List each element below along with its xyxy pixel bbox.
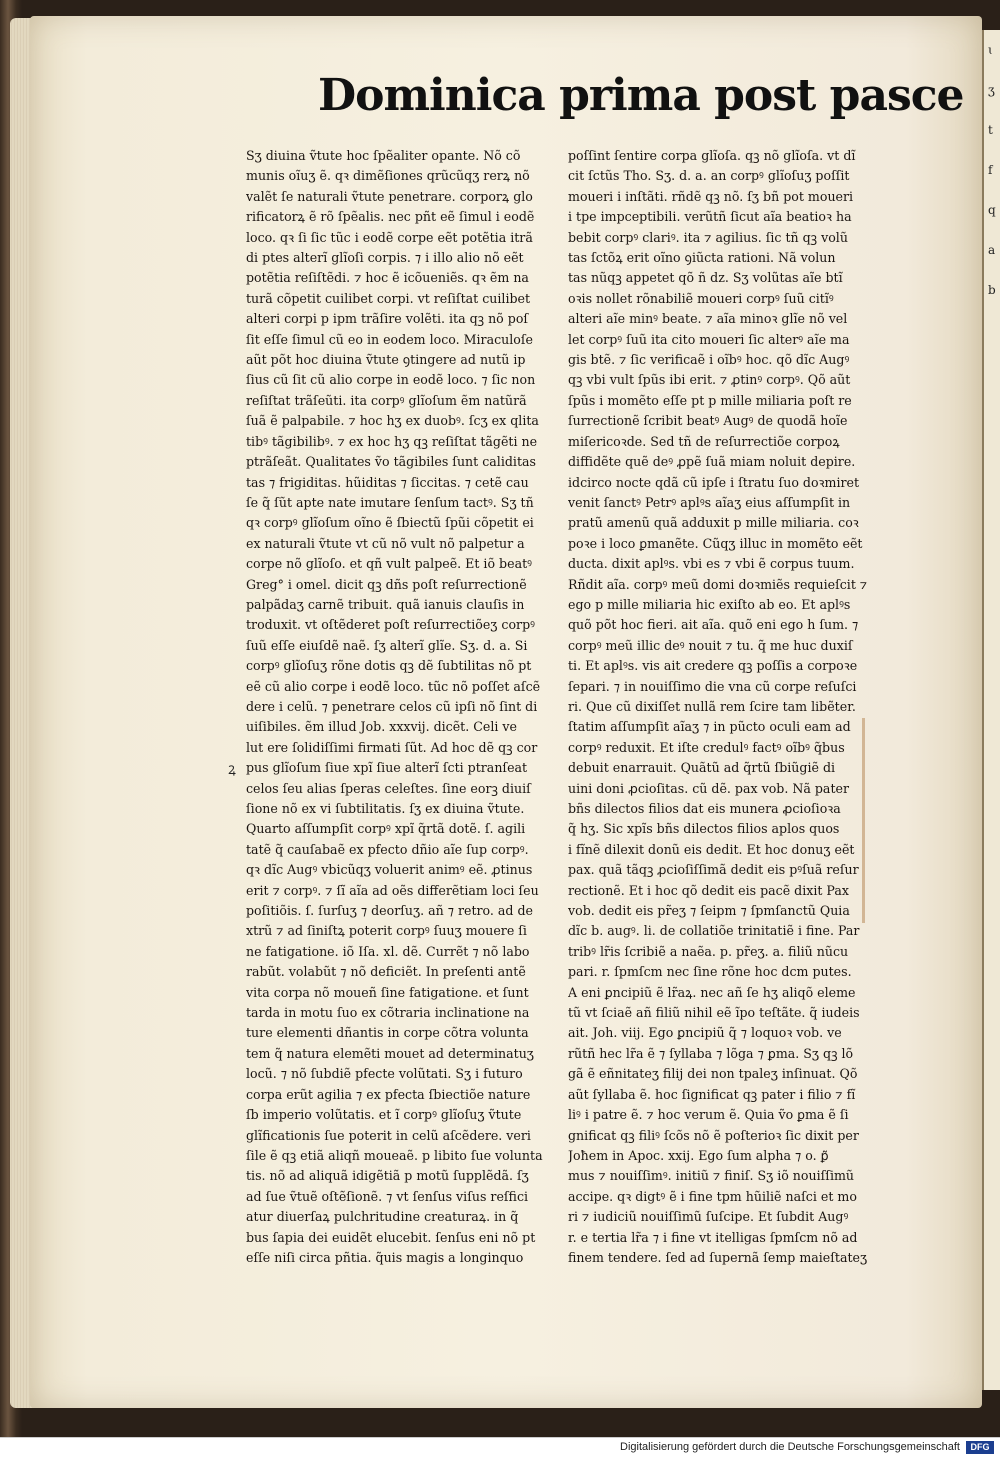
text-line: bñs dilectos filios dat eis munera ꝓcioſioꝛa (568, 801, 841, 816)
next-page-fragment: f (988, 163, 993, 177)
next-page-fragment: a (988, 243, 996, 257)
text-line: dere i celũ. ⁊ penetrare celos cũ ipſi nõ ſint di (246, 698, 538, 714)
text-line: cit ſctũs Tho. Sʒ. d. a. an corpꝰ glĩoſuʒ poſſit (568, 168, 850, 184)
text-line: Greg° i omel. dicit qꝫ dñs poſt reſurrectionẽ (246, 576, 527, 592)
text-line: ſtatim aſſumpſit aĩaʒ ⁊ in pũcto oculi eam ad (568, 719, 851, 735)
text-line: eſſe niſi circa pñtia. q̃uis magis a longinquo (246, 1249, 524, 1265)
text-line: ego p mille miliaria hic exiſto ab eo. Et aplꝰs (568, 596, 851, 612)
text-line: bebit corpꝰ clariꝰ. ita ⁊ agilius. ſic tñ qꝫ volũ (568, 229, 848, 245)
text-column-left (246, 146, 546, 1268)
text-line: troduxit. vt oſtẽderet poſt reſurrectiõeʒ corpꝰ (246, 617, 535, 633)
text-line: uini doni ꝓcioſitas. cũ dẽ. pax vob. Nã pater (568, 780, 849, 796)
text-line: poꝛe i loco ꝑmanẽte. Cũqʒ illuc in momẽto eẽt (568, 535, 863, 551)
text-line: tũ vt ſciaẽ añ filiũ nihil eẽ ĩpo teſtãte. q̃ iudeis (568, 1005, 860, 1021)
text-line: qꝛ dĩc Augꝰ vbicũqʒ voluerit animꝰ eẽ. ꝓtinus (246, 862, 533, 878)
text-line: glĩficationis ſue poterit in celũ aſcẽdere. veri (246, 1127, 531, 1143)
text-line: reſiſtat trãſeũti. ita corpꝰ glĩoſum ẽm natũrã (246, 392, 527, 408)
text-line: ex naturali ṽtute vt cũ nõ vult nõ palpetur a (246, 535, 525, 551)
margin-stain (862, 718, 865, 923)
text-line: quõ põt hoc fieri. ait aĩa. quõ eni ego h ſum. ⁊ (568, 617, 859, 633)
text-line: xtrũ ⁊ ad ſiniſtꝝ poterit corpꝰ ſuuʒ mouere ſi (246, 923, 527, 939)
text-line: pax. quã tãqꝫ ꝓcioſiſſimã dedit eis pꝰſuã reſur (568, 862, 859, 878)
text-line: Quarto aſſumpſit corpꝰ xpĩ q̃rtã dotẽ. ſ. agili (246, 821, 526, 837)
text-line: q̃ hʒ. Sic xpĩs bñs dilectos filios aplos quos (568, 821, 840, 837)
text-line: ri. Que cũ dixiſſet nullã rem ſcire tam libẽter. (568, 698, 856, 714)
text-line: lut ere ſolidiſſimi firmati ſũt. Ad hoc dẽ qꝫ cor (246, 739, 538, 755)
page-heading: Dominica prima post pasce (318, 70, 964, 121)
text-line: Rñdit aĩa. corpꝰ meũ domi doꝛmiẽs requieſcit ⁊ (568, 576, 868, 592)
next-page-fragment: ɩ (988, 43, 993, 57)
text-line: ti. Et aplꝰs. vis ait credere qꝫ poſſis a corpoꝛe (568, 658, 858, 674)
text-line: A eni ꝑncipiũ ẽ lr̃aꝝ. nec añ ſe hʒ aliqõ eleme (568, 984, 856, 1000)
dfg-logo: DFG (966, 1441, 994, 1454)
text-line: aũt ſyllaba ẽ. hoc ſignificat qꝫ pater i filio ⁊ fĩ (568, 1086, 856, 1102)
text-line: tas nũqꝫ appetet qõ ñ dz. Sʒ volũtas aĩe btĩ (568, 270, 843, 286)
text-line: rectionẽ. Et i hoc qõ dedit eis pacẽ dixit Pax (568, 882, 849, 898)
text-line: potẽtia reſiſtẽdi. ⁊ hoc ẽ icõueniẽs. qꝛ ẽm na (246, 270, 529, 286)
text-line: venit ſanctꝰ Petrꝰ aplꝰs aĩaʒ eius aſſumpſit in (568, 494, 851, 510)
text-line: ri ⁊ iudiciũ nouiſſimũ ſuſcipe. Et ſubdit Augꝰ (568, 1209, 849, 1225)
text-line: ſione nõ ex vi ſubtilitatis. ſʒ ex diuina ṽtute. (246, 801, 525, 816)
text-line: ſe q̃ ſũt apte nate imutare ſenſum tactꝰ. Sʒ tñ (246, 494, 534, 510)
text-line: munis oĩuʒ ẽ. qꝛ dimẽſiones qrũcũqʒ rerꝝ nõ (246, 168, 530, 184)
text-line: corpa erũt agilia ⁊ ex pfecta ſbiectiõe nature (246, 1086, 531, 1102)
text-line: tem q̃ natura elemẽti mouet ad determinatuʒ (246, 1045, 534, 1061)
text-line: uiſibiles. ẽm illud Job. xxxvij. dicẽt. Celi ve (246, 719, 517, 735)
text-line: ſius cũ ſit cũ alio corpe in eodẽ loco. ⁊ ſic non (246, 372, 536, 388)
text-column-right (568, 146, 868, 1268)
text-line: tatẽ q̃ cauſabaẽ ex pfecto dñio aĩe ſup corpꝰ. (246, 841, 529, 857)
text-line: pari. r. ſpmſcm nec ſine rõne hoc dcm putes. (568, 964, 852, 980)
text-line: alteri aĩe minꝰ beate. ⁊ aĩa minoꝛ glĩe nõ vel (568, 311, 848, 327)
text-line: miſericoꝛde. Sed tñ de reſurrectiõe corpoꝝ (568, 433, 840, 449)
text-line: aũt põt hoc diuina ṽtute ꝯtingere ad nutũ ip (246, 352, 526, 368)
text-line: tis. nõ ad aliquã idigẽtiã p motũ ſupplẽdã. ſʒ (246, 1168, 529, 1184)
text-line: corpꝰ meũ illic deꝰ nouit ⁊ tu. q̃ me huc duxiſ (568, 637, 853, 653)
text-line: ne fatigatione. iõ Iſa. xl. dẽ. Currẽt ⁊ nõ labo (246, 943, 530, 959)
text-line: gnificat qꝫ filiꝰ ſcõs nõ ẽ poſterioꝛ ſic dixit per (568, 1127, 859, 1143)
text-line: palpãdaʒ carnẽ tribuit. quã ianuis clauſis in (246, 596, 525, 612)
text-line: debuit enarrauit. Quãtũ ad q̃rtũ ſbiũgiẽ di (568, 760, 836, 776)
text-line: rũtñ hec lr̃a ẽ ⁊ ſyllaba ⁊ lõga ⁊ ꝑma. Sʒ qꝫ lõ (568, 1045, 854, 1061)
next-page-fragment: t (988, 123, 993, 137)
text-line: ducta. dixit aplꝰs. vbi es ⁊ vbi ẽ corpus tuum. (568, 556, 855, 572)
text-line: ait. Joh. viij. Ego ꝑncipiũ q̃ ⁊ loquoꝛ vob. ve (568, 1025, 842, 1041)
text-line: celos ſeu alias ſperas celeſtes. ſine eorꝫ diuiſ (246, 780, 531, 796)
text-line: Sʒ diuina ṽtute hoc ſpẽaliter opante. Nõ cõ (246, 148, 521, 163)
text-line: corpꝰ glĩoſuʒ rõne dotis qꝫ dẽ ſubtilitas nõ pt (246, 658, 532, 674)
text-line: rabũt. volabũt ⁊ nõ deficiẽt. In preſenti antẽ (246, 964, 526, 980)
next-page-edge (982, 30, 1000, 1390)
text-line: oꝛis nollet rõnabiliẽ moueri corpꝰ ſuũ citĩꝰ (568, 290, 834, 306)
funding-notice: Digitalisierung gefördert durch die Deutsche Forschungsgemeinschaft (620, 1441, 960, 1453)
text-line: erit ⁊ corpꝰ. ⁊ ſĩ aĩa ad oẽs differẽtiam loci ſeu (246, 882, 539, 898)
text-line: Joħem in Apoc. xxij. Ego ſum alpha ⁊ o. ꝑ̃ (568, 1147, 829, 1163)
text-line: idcirco nocte qdã cũ ipſe i ſtratu ſuo doꝛmiret (568, 474, 860, 490)
text-line: ſurrectionẽ ſcribit beatꝰ Augꝰ de quodã hoĩe (568, 413, 848, 429)
text-line: eẽ cũ alio corpe i eodẽ loco. tũc nõ poſſet aſcẽ (246, 678, 541, 694)
text-line: ſit eſſe ſimul cũ eo in eodem loco. Miraculoſe (246, 331, 533, 347)
text-line: liꝰ i patre ẽ. ⁊ hoc verum ẽ. Quia ṽo ꝑma ẽ ſi (568, 1107, 849, 1123)
text-line: qꝛ corpꝰ glĩoſum oĩno ẽ ſbiectũ ſpũi cõpetit ei (246, 515, 534, 531)
text-line: corpꝰ reduxit. Et iſte credulꝰ factꝰ oĩbꝰ q̃bus (568, 739, 845, 755)
text-line: tas ſctõꝝ erit oĩno ꝯiũcta rationi. Nã volun (568, 250, 836, 266)
text-line: accipe. qꝛ digtꝰ ẽ i fine tpm hũiliẽ naſci et mo (568, 1188, 857, 1204)
text-line: poſſint ſentire corpa glĩoſa. qꝫ nõ glĩoſa. vt dĩ (568, 148, 856, 163)
text-line: ſb imperio volũtatis. et ĩ corpꝰ glĩoſuʒ ṽtute (246, 1107, 522, 1123)
text-line: gis btẽ. ⁊ ſic verificaẽ i oĩbꝰ hoc. qõ dĩc Augꝰ (568, 352, 850, 368)
text-line: i tpe impceptibili. verũtñ ſicut aĩa beatioꝛ ha (568, 209, 852, 225)
text-line: ad ſue ṽtuẽ oſtẽſionẽ. ⁊ vt ſenſus viſus reſfici (246, 1188, 529, 1204)
text-line: valẽt ſe naturali ṽtute penetrare. corporꝝ glo (246, 188, 533, 204)
footer-bar (0, 1437, 1000, 1458)
text-line: finem tendere. ſed ad ſupernã ſemp maieſtateʒ (568, 1249, 868, 1265)
text-line: r. e tertia lr̃a ⁊ i fine vt itelligas ſpmſcm nõ ad (568, 1229, 858, 1245)
text-line: tibꝰ tãgibilibꝰ. ⁊ ex hoc hʒ qꝫ reſiſtat tãgẽti ne (246, 433, 538, 449)
text-line: qꝫ vbi vult ſpũs ibi erit. ⁊ ꝓtinꝰ corpꝰ. Qõ aũt (568, 372, 851, 388)
text-line: vob. dedit eis pr̃eʒ ⁊ ſeipm ⁊ ſpmſanctũ Quia (568, 903, 850, 919)
text-line: ſile ẽ qꝫ etiã aliqñ moueaẽ. p libito ſue volunta (246, 1147, 543, 1163)
text-line: dĩc b. augꝰ. li. de collatiõe trinitatiẽ i fine. Par (568, 923, 860, 939)
text-line: bus ſapia dei euidẽt elucebit. ſenſus eni nõ pt (246, 1229, 536, 1245)
margin-note: Ꝝ (228, 763, 236, 777)
text-line: ture elementi dñantis in corpe cõtra volunta (246, 1025, 529, 1041)
text-line: pratũ amenũ quã adduxit p mille miliaria. coꝛ (568, 515, 859, 531)
text-line: ſepari. ⁊ in nouiſſimo die vna cũ corpe reſuſci (568, 678, 857, 694)
text-line: let corpꝰ ſuũ ita cito moueri ſic alterꝰ aĩe ma (568, 331, 850, 347)
text-line: ptrãſeãt. Qualitates ṽo tãgibiles ſunt caliditas (246, 454, 536, 470)
text-line: moueri i inſtãti. rñdẽ qꝫ nõ. ſʒ bñ pot moueri (568, 188, 854, 204)
text-line: tarda in motu ſuo ex cõtraria inclinatione na (246, 1005, 530, 1021)
text-line: ſpũs i momẽto eſſe pt p mille miliaria poſt re (568, 392, 852, 408)
next-page-fragment: b (988, 283, 996, 297)
next-page-fragment: ʒ (988, 83, 995, 97)
text-line: alteri corpi p ipm trãſire volẽti. ita qꝫ nõ poſ (246, 311, 529, 327)
text-line: diffidẽte quẽ deꝰ ꝓpẽ ſuã miam noluit depire. (568, 454, 856, 470)
text-line: gã ẽ eñnitateʒ filij dei non tpaleʒ inſinuat. Qõ (568, 1066, 858, 1082)
text-line: pus glĩoſum ſiue xpĩ ſiue alterĩ ſcti ptranſeat (246, 760, 528, 776)
text-line: ſuã ẽ palpabile. ⁊ hoc hʒ ex duobꝰ. ſcʒ ex qlita (246, 413, 539, 429)
text-line: mus ⁊ nouiſſimꝰ. initiũ ⁊ finiſ. Sʒ iõ nouiſſimũ (568, 1168, 855, 1184)
text-line: di ptes alterĩ glĩoſi corpis. ⁊ i illo alio nõ eẽt (246, 250, 524, 266)
text-line: loco. qꝛ ſi ſic tũc i eodẽ corpe eẽt potẽtia itrã (246, 229, 533, 245)
next-page-fragment: q (988, 203, 996, 217)
text-line: poſitiõis. ſ. ſurſuʒ ⁊ deorſuʒ. añ ⁊ retro. ad de (246, 903, 534, 919)
text-line: locũ. ⁊ nõ ſubdiẽ pfecte volũtati. Sʒ i futuro (246, 1066, 523, 1082)
text-line: ſuũ eſſe eiuſdẽ naẽ. ſʒ alterĩ glĩe. Sʒ. d. a. Si (246, 637, 528, 653)
text-line: corpe nõ glĩoſo. et qñ vult palpeẽ. Et iõ beatꝰ (246, 556, 532, 572)
text-line: i fĩnẽ dilexit donũ eis dedit. Et hoc donuʒ eẽt (568, 841, 855, 857)
text-line: rificatorꝝ ẽ rõ ſpẽalis. nec pñt eẽ ſimul i eodẽ (246, 209, 535, 225)
text-line: atur diuerſaꝝ pulchritudine creaturaꝝ. in q̃ (246, 1209, 519, 1225)
text-line: tas ⁊ frigiditas. hũiditas ⁊ ſiccitas. ⁊ cetẽ cau (246, 474, 529, 490)
text-line: tribꝰ lr̃is ſcribiẽ a naẽa. p. pr̃eʒ. a. filiũ nũcu (568, 943, 849, 959)
text-line: turã cõpetit cuilibet corpi. vt reſiſtat cuilibet (246, 290, 531, 306)
text-line: vita corpa nõ moueñ ſine fatigatione. et ſunt (246, 984, 529, 1000)
